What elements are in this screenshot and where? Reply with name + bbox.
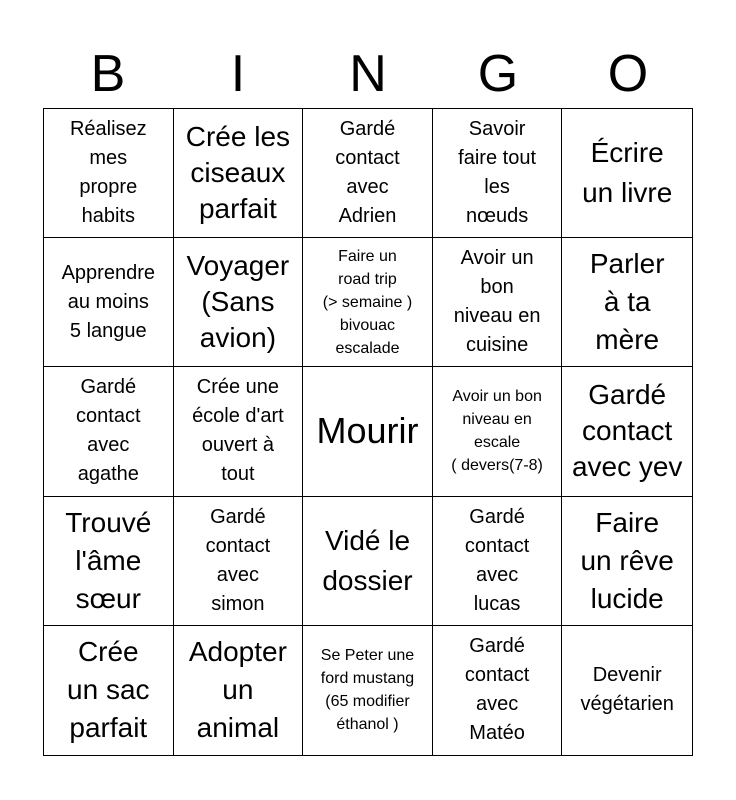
- bingo-cell-r4c2[interactable]: [174, 497, 304, 626]
- header-letter-g: G: [477, 45, 519, 103]
- cell-text: Adopter un animal: [188, 636, 287, 744]
- bingo-cell-r2c3[interactable]: [303, 238, 433, 367]
- bingo-cell-r5c4[interactable]: [433, 626, 563, 755]
- bingo-header: [43, 40, 693, 108]
- bingo-cell-r5c3[interactable]: [303, 626, 433, 755]
- bingo-cell-r3c2[interactable]: [174, 367, 304, 496]
- cell-text: Faire un road trip (> semaine ) bivouac escalade: [322, 247, 413, 357]
- bingo-cell-r1c4[interactable]: [433, 109, 563, 238]
- cell-text: Mourir: [316, 410, 419, 452]
- header-letter-o: O: [607, 45, 649, 103]
- bingo-cell-r4c3[interactable]: [303, 497, 433, 626]
- cell-text: Avoir un bon niveau en escale ( devers(7-8): [451, 388, 543, 475]
- bingo-cell-r1c2[interactable]: [174, 109, 304, 238]
- cell-text: Se Peter une ford mustang (65 modifier éthanol ): [320, 647, 415, 734]
- bingo-cell-r1c1[interactable]: [44, 109, 174, 238]
- cell-text: Savoir faire tout les nœuds: [458, 118, 536, 228]
- cell-text: Trouvé l'âme sœur: [65, 506, 152, 614]
- bingo-cell-r5c2[interactable]: [174, 626, 304, 755]
- bingo-board: [43, 108, 693, 756]
- cell-text: Gardé contact avec agathe: [76, 376, 141, 486]
- bingo-cell-r5c5[interactable]: [562, 626, 692, 755]
- bingo-cell-r1c5[interactable]: [562, 109, 692, 238]
- bingo-cell-r3c3[interactable]: [303, 367, 433, 496]
- cell-text: Faire un rêve lucide: [580, 506, 674, 614]
- cell-text: Crée les ciseaux parfait: [185, 121, 291, 225]
- cell-text: Vidé le dossier: [322, 524, 413, 596]
- cell-text: Gardé contact avec lucas: [464, 505, 530, 615]
- bingo-cell-r2c4[interactable]: [433, 238, 563, 367]
- cell-text: Avoir un bon niveau en cuisine: [453, 247, 541, 357]
- bingo-cell-r1c3[interactable]: [303, 109, 433, 238]
- cell-text: Écrire un livre: [582, 137, 673, 209]
- bingo-cell-r3c1[interactable]: [44, 367, 174, 496]
- cell-text: Devenir végétarien: [580, 664, 674, 716]
- bingo-cell-r2c1[interactable]: [44, 238, 174, 367]
- bingo-cell-r5c1[interactable]: [44, 626, 174, 755]
- cell-text: Crée un sac parfait: [67, 636, 150, 744]
- bingo-cell-r4c5[interactable]: [562, 497, 692, 626]
- bingo-cell-r2c5[interactable]: [562, 238, 692, 367]
- cell-text: Parler à ta mère: [589, 248, 665, 356]
- cell-text: Gardé contact avec simon: [205, 505, 271, 615]
- bingo-cell-r2c2[interactable]: [174, 238, 304, 367]
- bingo-cell-r3c4[interactable]: [433, 367, 563, 496]
- cell-text: Gardé contact avec yev: [571, 379, 683, 483]
- cell-text: Crée une école d'art ouvert à tout: [192, 376, 284, 486]
- bingo-cell-r4c1[interactable]: [44, 497, 174, 626]
- cell-text: Gardé contact avec Matéo: [464, 635, 530, 745]
- cell-text: Gardé contact avec Adrien: [335, 118, 400, 228]
- header-letter-b: B: [90, 45, 126, 103]
- cell-text: Apprendre au moins 5 langue: [61, 261, 155, 342]
- bingo-cell-r3c5[interactable]: [562, 367, 692, 496]
- header-letter-i: I: [230, 45, 246, 103]
- cell-text: Voyager (Sans avion): [186, 250, 290, 354]
- bingo-cell-r4c4[interactable]: [433, 497, 563, 626]
- header-letter-n: N: [349, 45, 387, 103]
- cell-text: Réalisez mes propre habits: [69, 118, 147, 228]
